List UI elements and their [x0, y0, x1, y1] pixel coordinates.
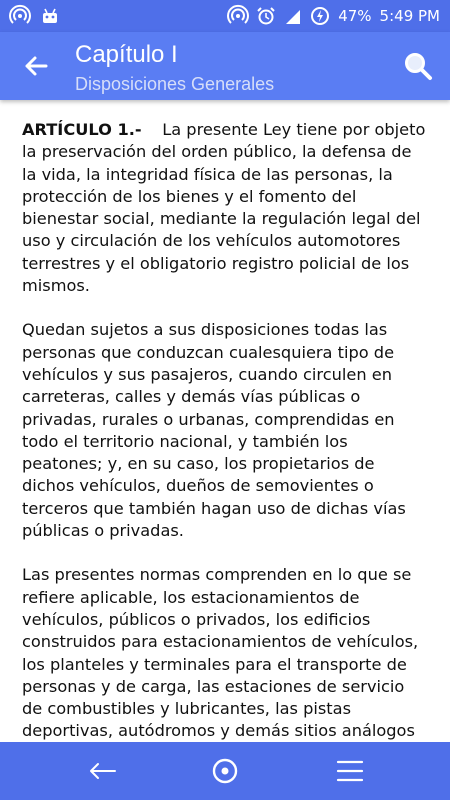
- search-button[interactable]: [402, 50, 434, 82]
- search-icon: [402, 50, 434, 82]
- system-nav-bar: [0, 742, 450, 800]
- article-paragraph-1: [0, 119, 450, 297]
- nav-menu-icon: [334, 755, 366, 787]
- battery-charging-icon: [310, 6, 330, 26]
- clock: 5:49 PM: [379, 7, 440, 25]
- nav-back-button[interactable]: [86, 755, 118, 787]
- article-label: ARTÍCULO 1.-: [22, 120, 142, 139]
- hotspot-icon: [10, 6, 30, 26]
- arrow-back-icon: [20, 50, 52, 82]
- status-right-icons: [228, 5, 440, 27]
- signal-icon: [284, 6, 302, 26]
- page-subtitle: Disposiciones Generales: [75, 74, 275, 94]
- article-paragraph-3: Las presentes normas comprenden en lo que se refiere aplicable, los estacionamientos de vehículos, públicos o privados, los edificios construidos para estacionamientos de vehículos, los planteles y terminales para el transporte de personas y de carga, las estaciones de servicio de combustibles y lubricantes, las pistas deportivas, autódromos y demás sitios análogos: [22, 565, 419, 741]
- status-bar: [0, 0, 450, 32]
- nav-home-icon: [209, 755, 241, 787]
- article-paragraph-2: Quedan sujetos a sus disposiciones todas las personas que conduzcan cualesquiera tipo de vehículos y sus pasajeros, cuando circulen en carreteras, calles y demás vías públicas o privadas, rurales o urbanas, comprendidas en todo el territorio nacional, y también los peatones; y, en su caso, los propietarios de dichos vehículos, dueños de semovientes o terceros que también hagan uso de dichas vías públicas o privadas.: [22, 320, 406, 541]
- hotspot-icon: [228, 6, 248, 26]
- app-bar: [0, 32, 450, 100]
- nav-menu-button[interactable]: [334, 755, 366, 787]
- back-button[interactable]: [20, 50, 52, 82]
- nav-back-icon: [86, 755, 118, 787]
- status-left-icons: [10, 6, 60, 26]
- nav-home-button[interactable]: [209, 755, 241, 787]
- alarm-icon: [256, 6, 276, 26]
- android-icon: [40, 6, 60, 26]
- article-text-1: La presente Ley tiene por objeto la preservación del orden público, la defensa de la vida, la integridad física de las personas, la protección de los bienes y el fomento del bienestar social, mediante la regulación legal del uso y circulación de los vehículos automotores terrestres y el obligatorio registro policial de los mismos.: [22, 120, 426, 296]
- article-content[interactable]: [0, 100, 450, 742]
- battery-percent: 47%: [338, 7, 372, 25]
- page-title: Capítulo I: [75, 41, 178, 68]
